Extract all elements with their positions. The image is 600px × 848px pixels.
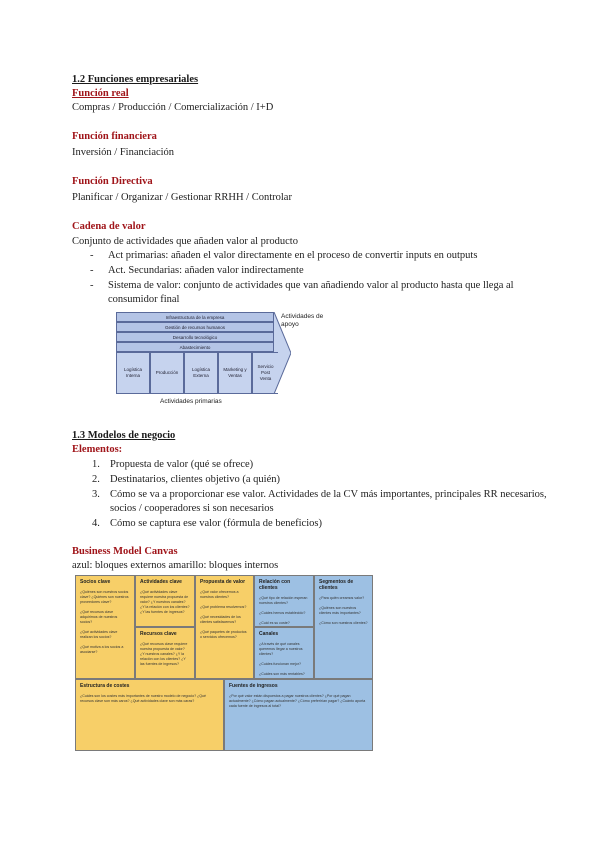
value-chain-support-label: Actividades de apoyo [281, 313, 324, 328]
funcion-real-heading: Función real [72, 88, 129, 99]
elemento-item: 1. Propuesta de valor (qué se ofrece) [92, 459, 254, 470]
funcion-directiva-heading: Función Directiva [72, 176, 153, 187]
value-chain-primary-label: Actividades primarias [160, 398, 222, 405]
section-title-1-3: 1.3 Modelos de negocio [72, 430, 176, 441]
business-model-canvas [75, 575, 373, 751]
canvas-segmentos-clientes: Segmentos de clientes ¿Para quién creamos valor? ¿Quiénes son nuestros clientes más importantes? ¿Cómo son nuestros clientes? [314, 575, 373, 679]
canvas-propuesta-valor: Propuesta de valor ¿Qué valor ofrecemos a nuestros clientes? ¿Qué problema resolvemos? ¿Qué necesidades de los clientes satisfacemos? ¿Qué paquetes de productos o servicios ofrecemos? [195, 575, 254, 679]
cadena-valor-intro: Conjunto de actividades que añaden valor al producto [72, 236, 298, 247]
primary-activity: Producción [150, 352, 184, 394]
support-activity: Infraestructura de la empresa [116, 312, 274, 322]
funcion-financiera-heading: Función financiera [72, 131, 157, 142]
cadena-item: - Sistema de valor: conjunto de actividades que van añadiendo valor al producto hasta que llega al consumidor final [90, 280, 514, 305]
elemento-item: 3. Cómo se va a proporcionar ese valor. Actividades de la CV más importantes, principales RR necesarios, socios / cooperadores si son necesarios [92, 489, 547, 514]
funcion-financiera-text: Inversión / Financiación [72, 147, 175, 158]
funcion-directiva-text: Planificar / Organizar / Gestionar RRHH / Controlar [72, 192, 292, 203]
canvas-relacion-clientes: Relación con clientes ¿Qué tipo de relación esperan nuestros clientes? ¿Cuáles hemos establecido? ¿Cuál es su coste? [254, 575, 314, 627]
primary-activity: Servicio Post Venta [252, 352, 278, 394]
elementos-heading: Elementos: [72, 444, 123, 455]
cadena-item: - Act primarias: añaden el valor directamente en el proceso de convertir inputs en outputs [90, 250, 478, 261]
canvas-canales: Canales ¿A través de qué canales queremos llegar a nuestros clientes? ¿Cuáles funcionan mejor? ¿Cuáles son más rentables? [254, 627, 314, 679]
support-activity: Desarrollo tecnológico [116, 332, 274, 342]
canvas-socios-clave: Socios clave ¿Quiénes son nuestros socios clave? ¿Quiénes son nuestros proveedores clave? ¿Qué recursos clave adquirimos de nuestros socios? ¿Qué actividades clave realizan los socios? ¿Qué motiva a los socios a asociarse? [75, 575, 135, 679]
cadena-valor-heading: Cadena de valor [72, 221, 146, 232]
value-chain-figure [116, 312, 291, 394]
elemento-item: 4. Cómo se captura ese valor (fórmula de beneficios) [92, 518, 322, 529]
support-activity: Abastecimiento [116, 342, 274, 352]
support-activity: Gestión de recursos humanos [116, 322, 274, 332]
canvas-actividades-clave: Actividades clave ¿Qué actividades clave requiere nuestra propuesta de valor? ¿Y nuestros canales? ¿Y la relación con los clientes? ¿Y las fuentes de ingresos? [135, 575, 195, 627]
primary-activity: Logística Externa [184, 352, 218, 394]
section-title-1-2: 1.2 Funciones empresariales [72, 74, 199, 85]
elemento-item: 2. Destinatarios, clientes objetivo (a quién) [92, 474, 280, 485]
bmc-note: azul: bloques externos amarillo: bloques internos [72, 560, 279, 571]
cadena-item: - Act. Secundarias: añaden valor indirectamente [90, 265, 304, 276]
canvas-recursos-clave: Recursos clave ¿Qué recursos clave requiere nuestra propuesta de valor? ¿Y nuestros canales? ¿Y la relación con los clientes? ¿Y las fuentes de ingresos? [135, 627, 195, 679]
primary-activity: Marketing y Ventas [218, 352, 252, 394]
canvas-estructura-costes: Estructura de costes ¿Cuáles son los costes más importantes de nuestro modelo de negocio? ¿Qué recursos clave son más caros? ¿Qué actividades clave son más caras? [75, 679, 224, 751]
funcion-real-text: Compras / Producción / Comercialización / I+D [72, 102, 274, 113]
canvas-fuentes-ingresos: Fuentes de ingresos ¿Por qué valor están dispuestos a pagar nuestros clientes? ¿Por qué pagan actualmente? ¿Cómo pagan actualmente? ¿Cómo preferirían pagar? ¿Cuánto aporta cada fuente de ingresos al total? [224, 679, 373, 751]
bmc-heading: Business Model Canvas [72, 546, 178, 557]
primary-activity: Logística Interna [116, 352, 150, 394]
